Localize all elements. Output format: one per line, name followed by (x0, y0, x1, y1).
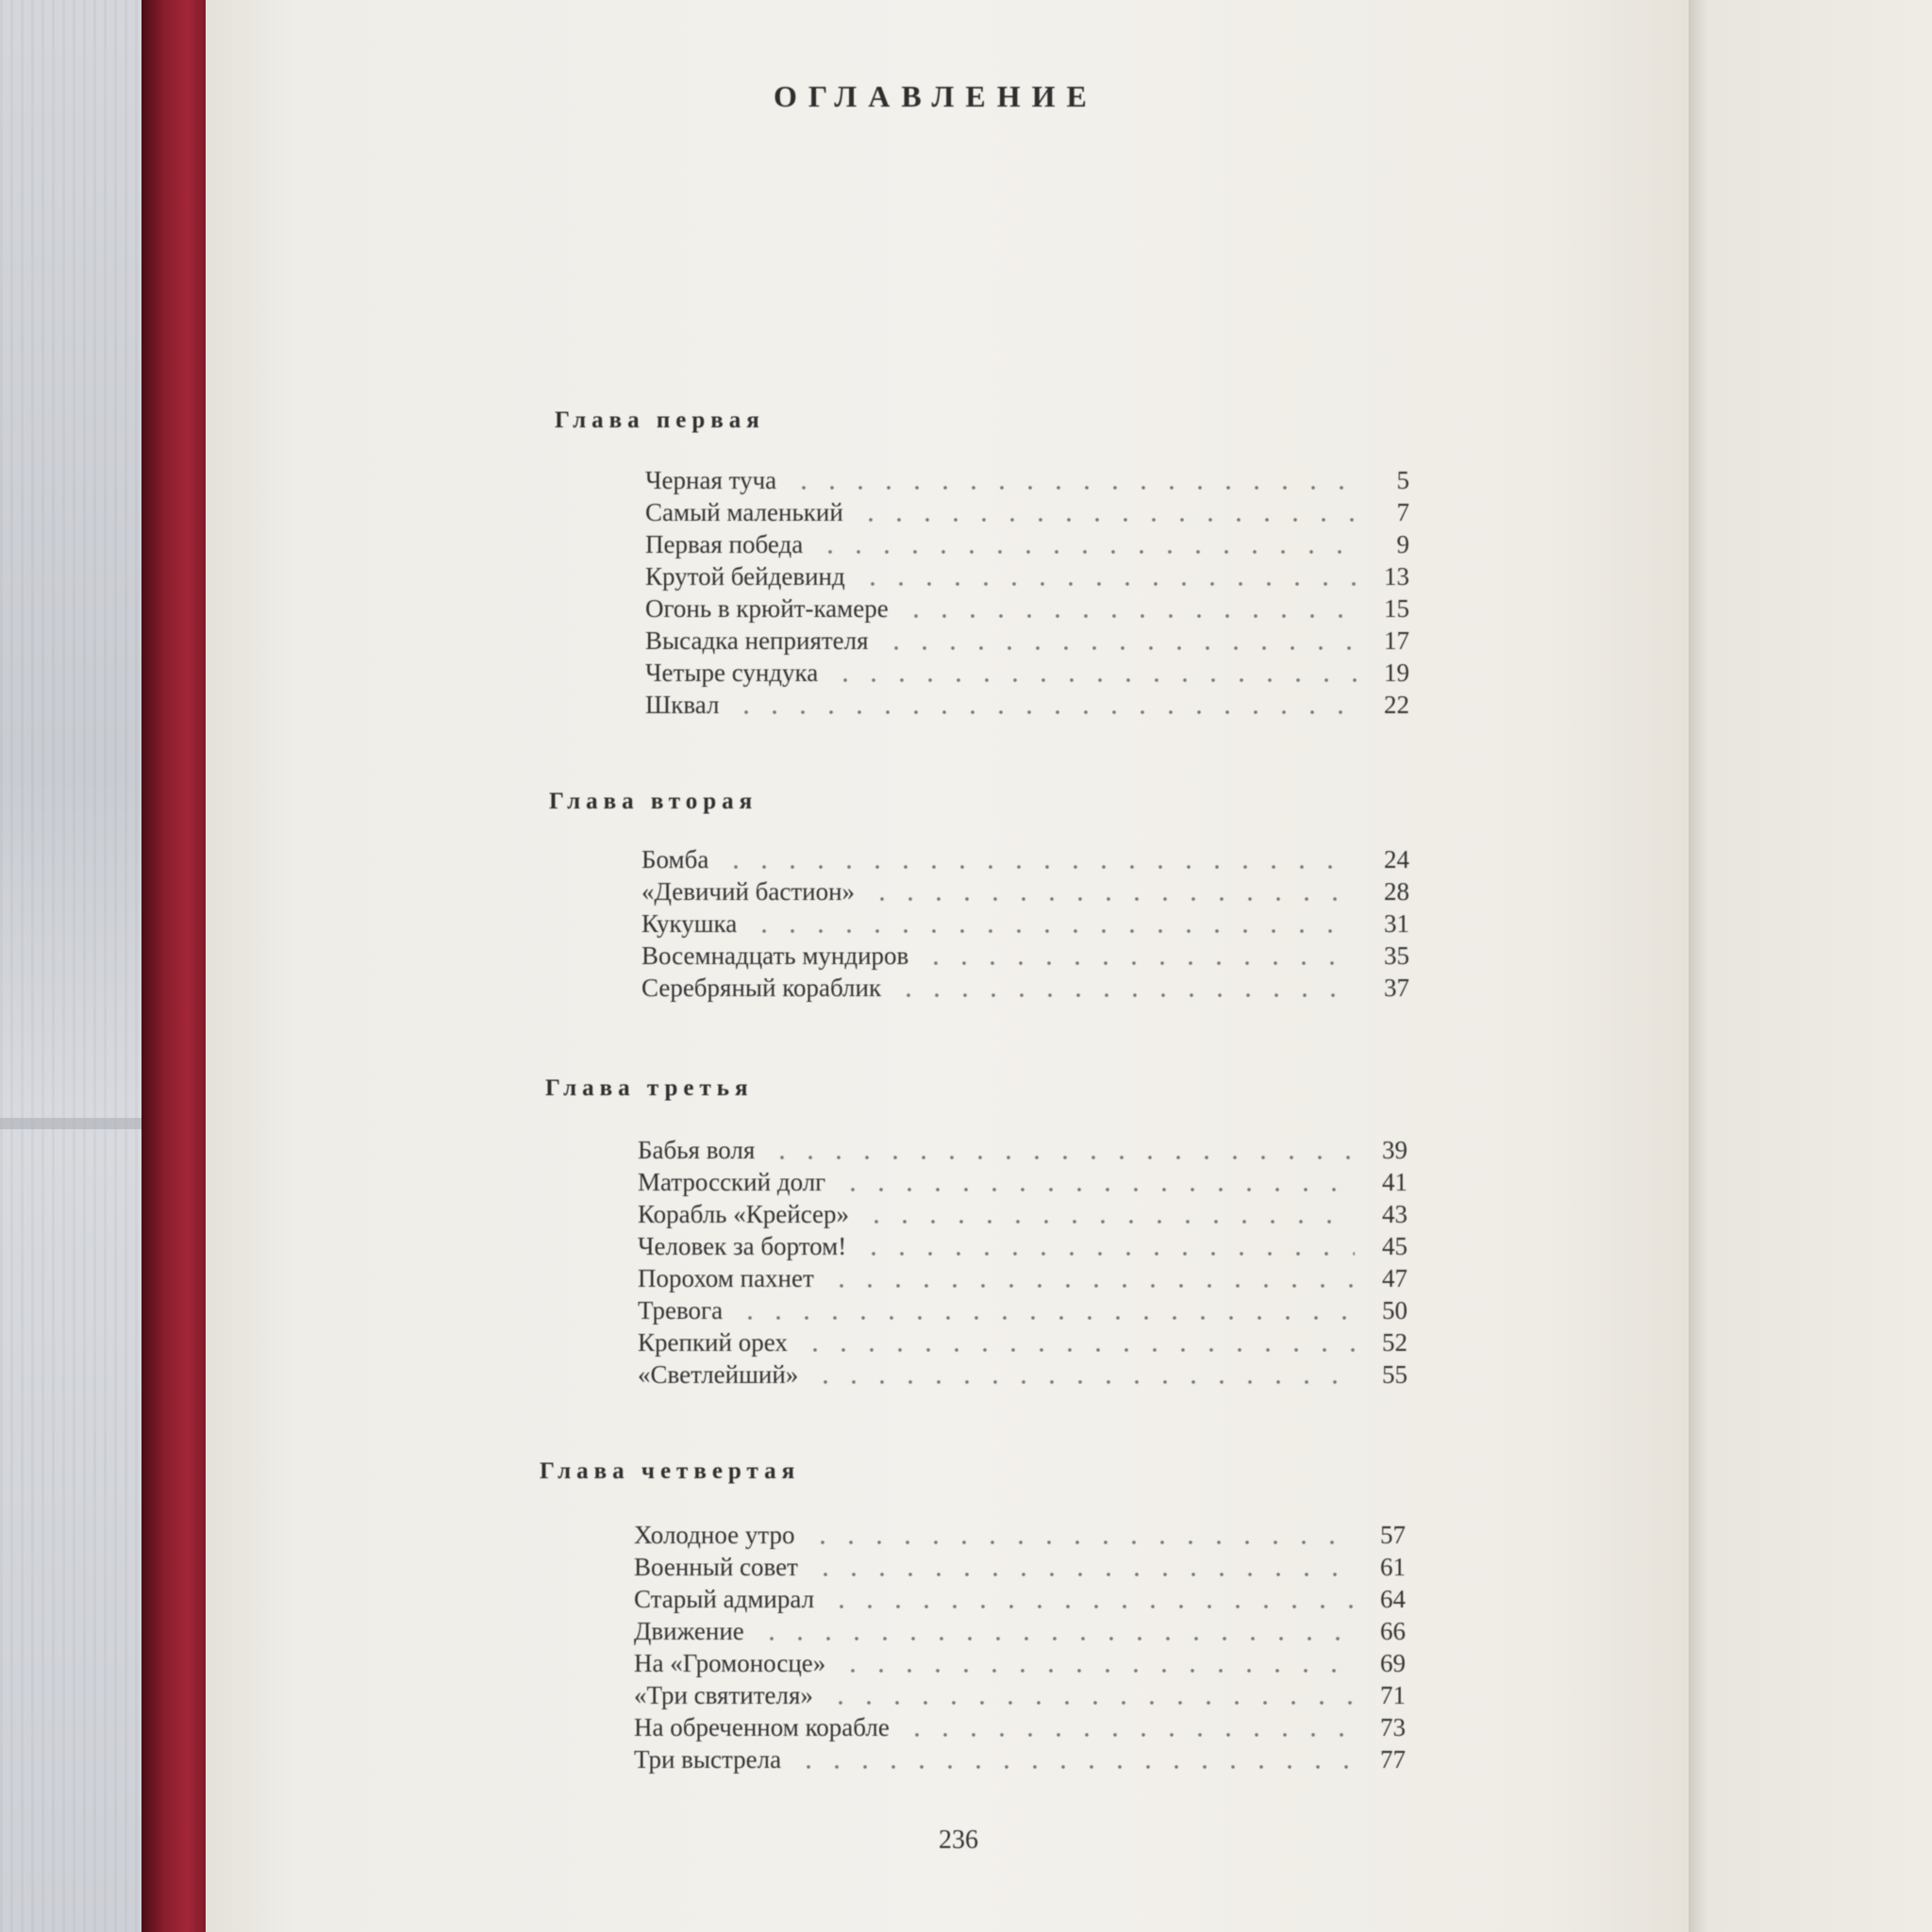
chapter-heading: Глава вторая (549, 789, 758, 814)
chapter-entries (634, 1521, 1406, 1777)
entry-title: Три выстрела (634, 1745, 782, 1774)
entry-title: Первая победа (645, 530, 804, 558)
entry-title: Тревога (638, 1296, 724, 1324)
entry-title: Бабья воля (638, 1136, 756, 1164)
wooden-table-background (0, 0, 151, 1932)
dot-leader (816, 550, 1357, 554)
toc-entry (634, 1521, 1406, 1553)
entry-title: Крепкий орех (638, 1328, 788, 1357)
toc-entry (634, 1713, 1406, 1745)
entry-title: Высадка неприятеля (645, 626, 869, 655)
entry-title: Восемнадцать мундиров (641, 941, 909, 970)
entry-title: Старый адмирал (634, 1585, 815, 1613)
entry-title: На обреченном корабле (634, 1713, 890, 1741)
entry-page: 39 (1382, 1136, 1407, 1164)
entry-title: Огонь в крюйт-камере (645, 594, 889, 623)
dot-leader (903, 1733, 1353, 1737)
page-number: 236 (939, 1825, 978, 1855)
entry-title: Серебряный кораблик (641, 974, 882, 1002)
toc-entry (638, 1264, 1407, 1296)
dot-leader (827, 1284, 1355, 1288)
toc-entry (634, 1649, 1406, 1681)
toc-entry (638, 1232, 1407, 1264)
chapter-entries (638, 1136, 1407, 1392)
entry-page: 7 (1396, 498, 1409, 526)
toc-entry (645, 691, 1409, 723)
toc-entry (641, 974, 1409, 1006)
dot-leader (750, 929, 1357, 933)
entry-page: 73 (1380, 1713, 1406, 1741)
entry-title: «Три святителя» (634, 1681, 813, 1709)
entry-page: 37 (1384, 974, 1409, 1002)
entry-page: 15 (1384, 594, 1409, 623)
toc-entry (641, 941, 1409, 974)
entry-title: «Девичий бастион» (641, 877, 856, 906)
dot-leader (827, 1605, 1353, 1608)
contents-title: ОГЛАВЛЕНИЕ (774, 79, 1098, 113)
table-plank-seam (0, 1118, 151, 1129)
entry-page: 47 (1382, 1264, 1407, 1292)
entry-page: 28 (1384, 877, 1409, 906)
entry-title: Черная туча (645, 466, 777, 494)
toc-entry (645, 658, 1409, 691)
chapter-heading: Глава первая (555, 408, 765, 433)
entry-title: На «Громоносце» (634, 1649, 826, 1677)
toc-entry (638, 1296, 1407, 1328)
dot-leader (858, 582, 1357, 586)
entry-title: Четыре сундука (645, 658, 819, 687)
toc-entry (634, 1585, 1406, 1617)
entry-page: 69 (1380, 1649, 1406, 1677)
toc-entry (641, 845, 1409, 877)
dot-leader (922, 961, 1357, 965)
entry-page: 50 (1382, 1296, 1407, 1324)
dot-leader (736, 1316, 1355, 1320)
chapter-entries (641, 845, 1409, 1006)
dot-leader (801, 1348, 1355, 1352)
dot-leader (859, 1252, 1355, 1256)
dot-leader (862, 1220, 1355, 1224)
toc-entry (645, 466, 1409, 498)
entry-page: 64 (1380, 1585, 1406, 1613)
dot-leader (839, 1188, 1355, 1191)
entry-page: 19 (1384, 658, 1409, 687)
toc-entry (645, 562, 1409, 594)
book-cover-edge (142, 0, 208, 1932)
entry-page: 17 (1384, 626, 1409, 655)
entry-title: «Светлейший» (638, 1360, 799, 1389)
toc-entry (634, 1745, 1406, 1777)
entry-page: 13 (1384, 562, 1409, 591)
entry-page: 41 (1382, 1168, 1407, 1196)
dot-leader (902, 614, 1357, 618)
entry-title: Человек за бортом! (638, 1232, 847, 1260)
dot-leader (768, 1156, 1355, 1159)
entry-page: 9 (1396, 530, 1409, 558)
toc-entry (634, 1553, 1406, 1585)
dot-leader (758, 1637, 1353, 1641)
toc-entry (638, 1136, 1407, 1168)
entry-page: 43 (1382, 1200, 1407, 1228)
entry-title: Корабль «Крейсер» (638, 1200, 849, 1228)
adjacent-page-edge (1689, 0, 1932, 1932)
entry-page: 57 (1380, 1521, 1406, 1549)
chapter-entries (645, 466, 1409, 723)
toc-entry (645, 530, 1409, 562)
entry-title: Крутой бейдевинд (645, 562, 845, 591)
toc-entry (638, 1168, 1407, 1200)
chapter-heading: Глава четвертая (540, 1458, 801, 1484)
dot-leader (811, 1573, 1353, 1576)
dot-leader (839, 1669, 1353, 1673)
toc-entry (641, 877, 1409, 909)
entry-title: Военный совет (634, 1553, 798, 1581)
entry-page: 31 (1384, 909, 1409, 938)
dot-leader (794, 1765, 1353, 1769)
entry-title: Порохом пахнет (638, 1264, 814, 1292)
entry-page: 66 (1380, 1617, 1406, 1645)
entry-page: 55 (1382, 1360, 1407, 1389)
toc-entry (645, 594, 1409, 626)
dot-leader (808, 1541, 1353, 1544)
toc-entry (634, 1681, 1406, 1713)
entry-page: 5 (1396, 466, 1409, 494)
entry-title: Кукушка (641, 909, 738, 938)
entry-page: 52 (1382, 1328, 1407, 1357)
toc-entry (638, 1200, 1407, 1232)
toc-entry (645, 498, 1409, 530)
toc-entry (645, 626, 1409, 658)
dot-leader (811, 1380, 1355, 1384)
entry-page: 22 (1384, 691, 1409, 719)
dot-leader (894, 993, 1357, 997)
dot-leader (868, 897, 1357, 901)
dot-leader (857, 518, 1357, 522)
chapter-heading: Глава третья (545, 1075, 754, 1101)
entry-title: Самый маленький (645, 498, 843, 526)
entry-title: Шквал (645, 691, 720, 719)
entry-page: 35 (1384, 941, 1409, 970)
dot-leader (831, 678, 1357, 682)
entry-page: 24 (1384, 845, 1409, 874)
entry-title: Холодное утро (634, 1521, 795, 1549)
dot-leader (732, 710, 1357, 714)
dot-leader (882, 646, 1357, 650)
entry-page: 45 (1382, 1232, 1407, 1260)
entry-page: 71 (1380, 1681, 1406, 1709)
toc-entry (634, 1617, 1406, 1649)
entry-title: Движение (634, 1617, 744, 1645)
dot-leader (826, 1701, 1353, 1705)
dot-leader (722, 865, 1357, 869)
entry-page: 77 (1380, 1745, 1406, 1774)
entry-page: 61 (1380, 1553, 1406, 1581)
entry-title: Матросский долг (638, 1168, 826, 1196)
dot-leader (790, 486, 1357, 490)
entry-title: Бомба (641, 845, 709, 874)
toc-entry (641, 909, 1409, 941)
toc-entry (638, 1360, 1407, 1392)
toc-entry (638, 1328, 1407, 1360)
